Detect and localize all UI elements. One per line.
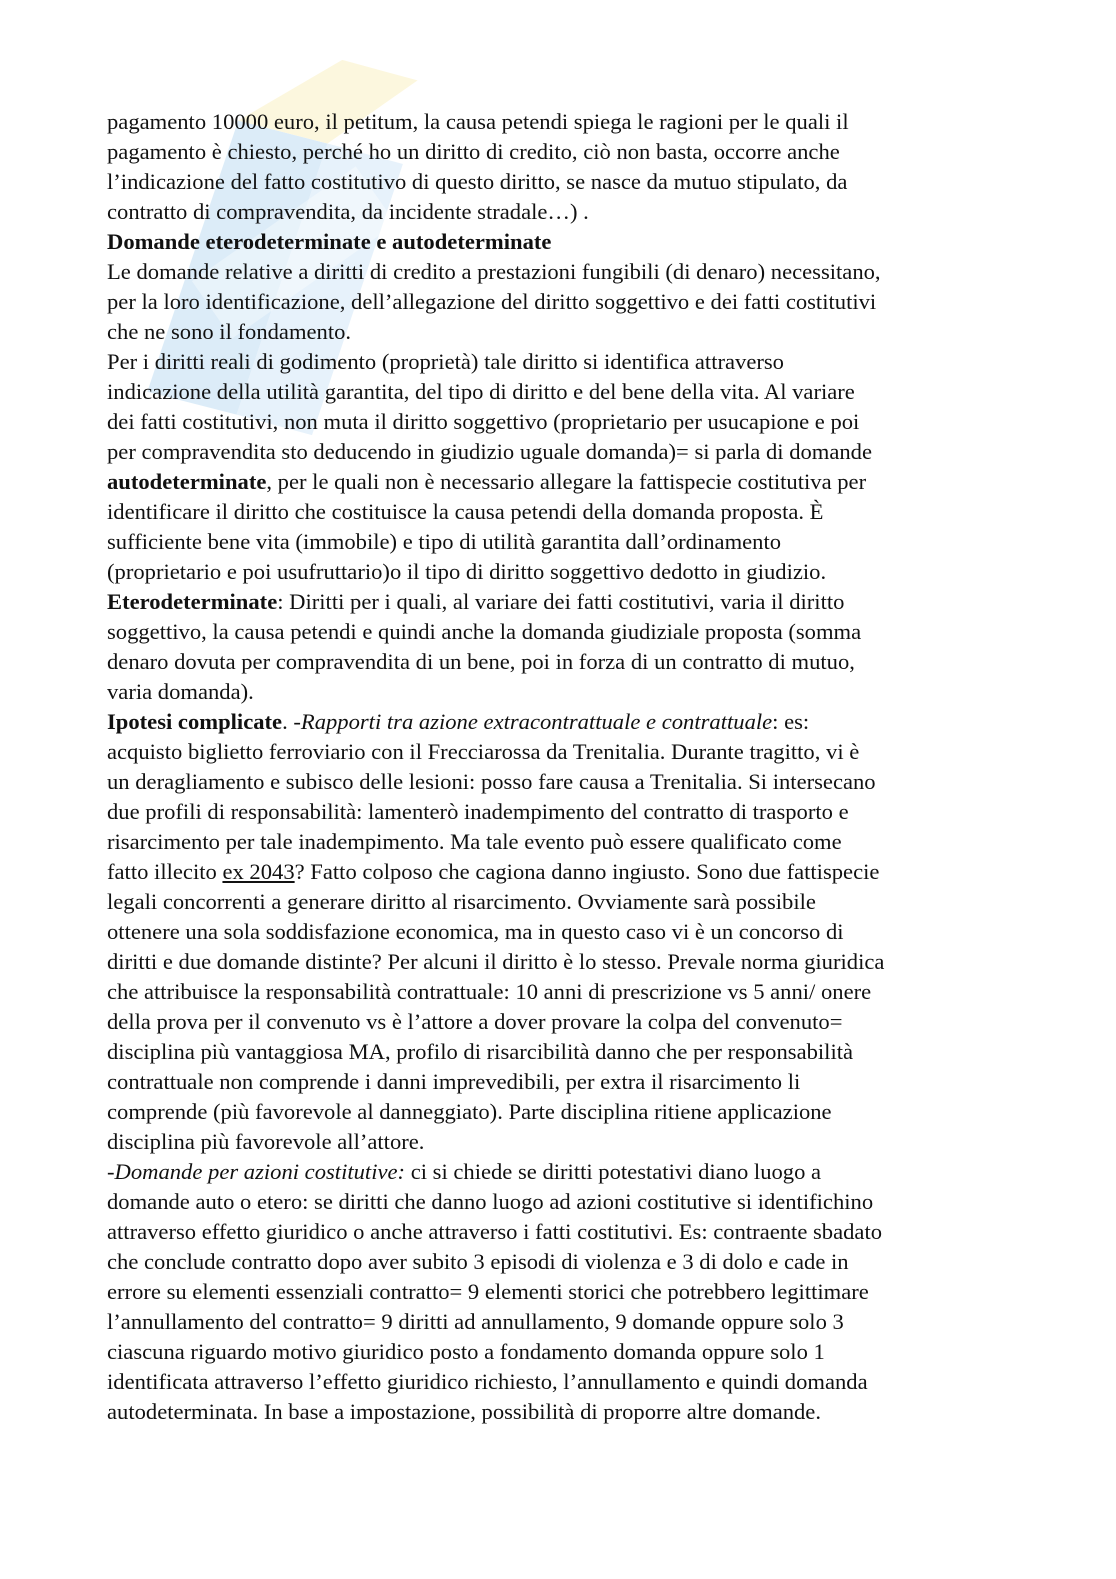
text-run: ciascuna riguardo motivo giuridico posto a fondamento domanda oppure solo 1 [107,1339,825,1364]
text-run: pagamento è chiesto, perché ho un diritto di credito, ciò non basta, occorre anche [107,139,840,164]
text-run: denaro dovuta per compravendita di un bene, poi in forza di un contratto di mutuo, [107,649,855,674]
text-run: indicazione della utilità garantita, del tipo di diritto e del bene della vita. Al variare [107,379,855,404]
text-run: per la loro identificazione, dell’allegazione del diritto soggettivo e dei fatti costitutivi [107,289,877,314]
text-line [107,437,1012,467]
bold-text: Domande eterodeterminate e autodeterminate [107,229,552,254]
text-line [107,1247,1012,1277]
text-run: per compravendita sto deducendo in giudizio uguale domanda)= si parla di domande [107,439,873,464]
text-run: Per i diritti reali di godimento (proprietà) tale diritto si identifica attraverso [107,349,784,374]
text-line [107,797,1012,827]
text-run: (proprietario e poi usufruttario)o il tipo di diritto soggettivo dedotto in giudizio. [107,559,827,584]
text-line [107,1187,1012,1217]
text-run: ci si chiede se diritti potestativi diano luogo a [405,1159,822,1184]
text-run: disciplina più vantaggiosa MA, profilo di risarcibilità danno che per responsabilità [107,1039,854,1064]
text-line [107,647,1012,677]
text-line [107,347,1012,377]
text-line [107,287,1012,317]
text-run: contrattuale non comprende i danni imprevedibili, per extra il risarcimento li [107,1069,801,1094]
text-run: domande auto o etero: se diritti che danno luogo ad azioni costitutive si identifichino [107,1189,874,1214]
text-line [107,497,1012,527]
text-line [107,167,1012,197]
text-run: soggettivo, la causa petendi e quindi anche la domanda giudiziale proposta (somma [107,619,862,644]
text-line [107,407,1012,437]
text-run: autodeterminata. In base a impostazione, possibilità di proporre altre domande. [107,1399,821,1424]
italic-text: -Rapporti tra azione extracontrattuale e contrattuale [293,709,773,734]
text-run: diritti e due domande distinte? Per alcuni il diritto è lo stesso. Prevale norma giuridica [107,949,885,974]
text-line [107,527,1012,557]
text-run: : es: [772,709,810,734]
text-run: fatto illecito [107,859,223,884]
text-run: identificare il diritto che costituisce la causa petendi della domanda proposta. È [107,499,824,524]
text-line [107,977,1012,1007]
text-run: . [282,709,294,734]
text-run: un deragliamento e subisco delle lesioni: posso fare causa a Trenitalia. Si intersecano [107,769,876,794]
text-line [107,227,1012,257]
text-run: disciplina più favorevole all’attore. [107,1129,425,1154]
bold-text: Ipotesi complicate [107,709,283,734]
text-run: che attribuisce la responsabilità contrattuale: 10 anni di prescrizione vs 5 anni/ onere [107,979,872,1004]
text-line [107,1307,1012,1337]
document-body [107,107,1012,1427]
text-run: sufficiente bene vita (immobile) e tipo di utilità garantita dall’ordinamento [107,529,782,554]
text-run: dei fatti costitutivi, non muta il diritto soggettivo (proprietario per usucapione e poi [107,409,860,434]
text-run: risarcimento per tale inadempimento. Ma tale evento può essere qualificato come [107,829,842,854]
text-line [107,917,1012,947]
text-line [107,827,1012,857]
text-run: attraverso effetto giuridico o anche attraverso i fatti costitutivi. Es: contraente sbadato [107,1219,883,1244]
text-line [107,1367,1012,1397]
text-run: due profili di responsabilità: lamenterò inadempimento del contratto di trasporto e [107,799,849,824]
text-line [107,1337,1012,1367]
text-line [107,1067,1012,1097]
text-line [107,737,1012,767]
text-line [107,1037,1012,1067]
text-line [107,887,1012,917]
text-line [107,587,1012,617]
text-run: , per le quali non è necessario allegare la fattispecie costitutiva per [266,469,867,494]
text-run: l’indicazione del fatto costitutivo di questo diritto, se nasce da mutuo stipulato, da [107,169,848,194]
text-line [107,107,1012,137]
text-line [107,377,1012,407]
text-line [107,767,1012,797]
text-line [107,707,1012,737]
text-line [107,557,1012,587]
text-run: acquisto biglietto ferroviario con il Frecciarossa da Trenitalia. Durante tragitto, vi è [107,739,860,764]
text-line [107,1397,1012,1427]
text-line [107,1127,1012,1157]
text-run: comprende (più favorevole al danneggiato). Parte disciplina ritiene applicazione [107,1099,832,1124]
text-run: della prova per il convenuto vs è l’attore a dover provare la colpa del convenuto= [107,1009,843,1034]
text-line [107,1277,1012,1307]
text-line [107,947,1012,977]
text-line [107,857,1012,887]
text-line [107,197,1012,227]
text-line [107,617,1012,647]
text-line [107,677,1012,707]
text-run: identificata attraverso l’effetto giuridico richiesto, l’annullamento e quindi domanda [107,1369,868,1394]
text-run: legali concorrenti a generare diritto al risarcimento. Ovviamente sarà possibile [107,889,816,914]
bold-text: autodeterminate [107,469,267,494]
bold-text: Eterodeterminate [107,589,278,614]
italic-text: -Domande per azioni costitutive: [107,1159,406,1184]
text-line [107,1157,1012,1187]
text-run: che conclude contratto dopo aver subito 3 episodi di violenza e 3 di dolo e cade in [107,1249,849,1274]
text-run: pagamento 10000 euro, il petitum, la causa petendi spiega le ragioni per le quali il [107,109,849,134]
underlined-text: ex 2043 [222,859,295,884]
text-run: errore su elementi essenziali contratto= 9 elementi storici che potrebbero legittimare [107,1279,869,1304]
text-run: che ne sono il fondamento. [107,319,352,344]
text-run: ottenere una sola soddisfazione economica, ma in questo caso vi è un concorso di [107,919,844,944]
text-line [107,1097,1012,1127]
text-run: contratto di compravendita, da incidente stradale…) . [107,199,589,224]
text-run: ? Fatto colposo che cagiona danno ingiusto. Sono due fattispecie [294,859,880,884]
text-run: l’annullamento del contratto= 9 diritti ad annullamento, 9 domande oppure solo 3 [107,1309,844,1334]
text-line [107,467,1012,497]
text-line [107,317,1012,347]
text-run: varia domanda). [107,679,254,704]
text-line [107,257,1012,287]
text-line [107,1007,1012,1037]
text-run: : Diritti per i quali, al variare dei fatti costitutivi, varia il diritto [277,589,845,614]
text-line [107,137,1012,167]
text-run: Le domande relative a diritti di credito a prestazioni fungibili (di denaro) necessitano, [107,259,881,284]
text-line [107,1217,1012,1247]
